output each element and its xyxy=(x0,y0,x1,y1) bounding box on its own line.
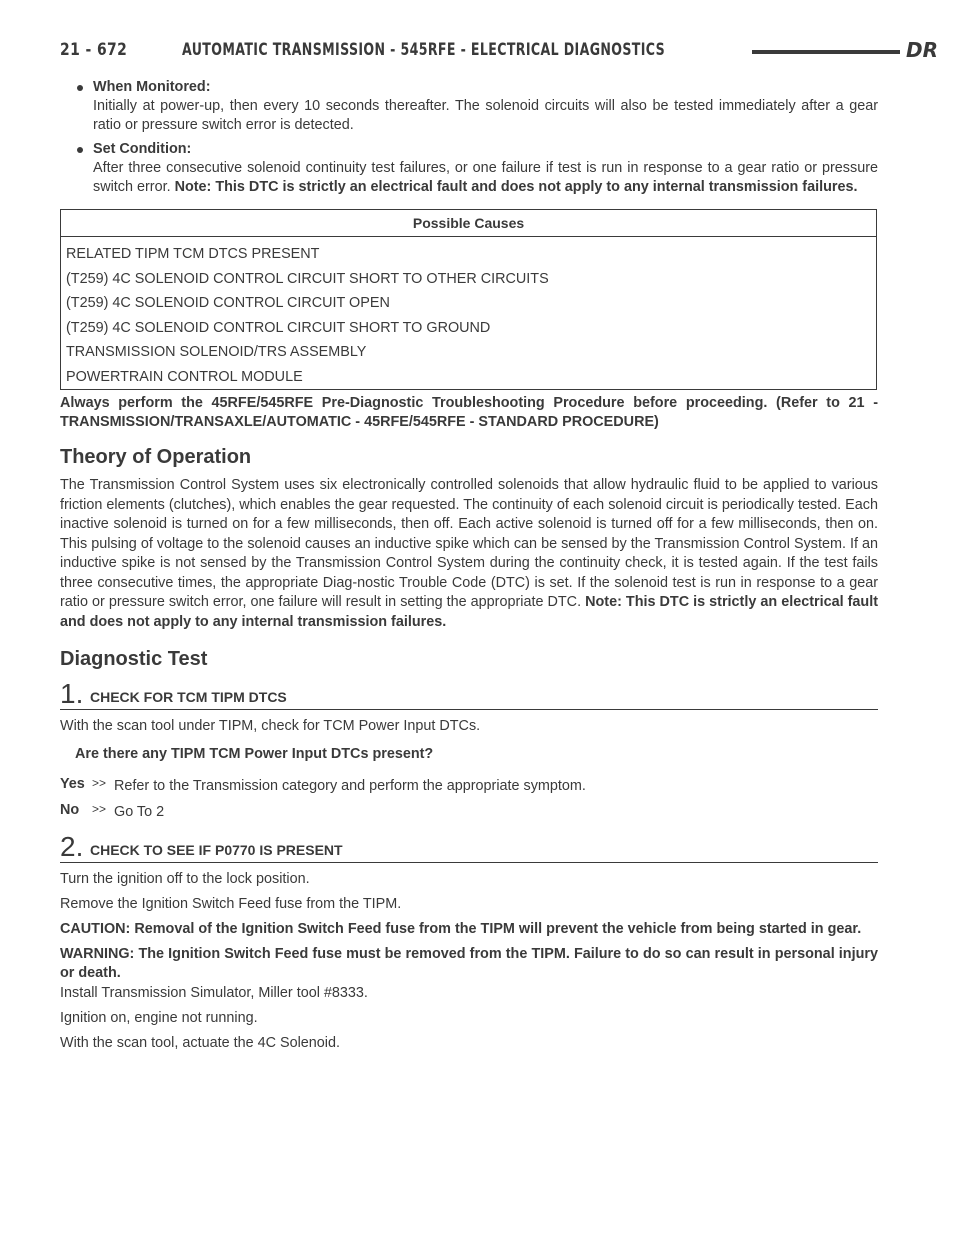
cause-item: (T259) 4C SOLENOID CONTROL CIRCUIT SHORT TO OTHER CIRCUITS xyxy=(66,270,549,287)
theory-note: Note: This DTC is strictly an electrical fault and does not apply to any internal transmission failures. xyxy=(60,594,879,630)
step-title: CHECK FOR TCM TIPM DTCS xyxy=(90,689,287,705)
brand-code: DR xyxy=(906,38,939,62)
answer-yes xyxy=(60,776,878,794)
bullet-text: After three consecutive solenoid continuity test failures, or one failure if test is run in response to a gear ratio or pressure switch error. xyxy=(93,160,878,195)
step-2-line: Ignition on, engine not running. xyxy=(60,1010,258,1026)
bullet-when-monitored xyxy=(60,78,878,135)
always-perform-note: Always perform the 45RFE/545RFE Pre-Diagnostic Troubleshooting Procedure before proceeding. (Refer to 21 - TRANSMISSION/TRANSAXLE/AUTOMATIC - 45RFE/545RFE - STANDARD PROCEDURE) xyxy=(60,395,878,430)
step-number: 1. xyxy=(60,678,84,709)
diagnostic-heading: Diagnostic Test xyxy=(60,648,208,670)
warning-note: WARNING: The Ignition Switch Feed fuse must be removed from the TIPM. Failure to do so can result in personal injury or death. xyxy=(60,946,878,981)
answer-text: Go To 2 xyxy=(114,804,165,820)
arrow-icon: >> xyxy=(92,776,107,790)
step-title: CHECK TO SEE IF P0770 IS PRESENT xyxy=(90,842,343,858)
answer-text: Refer to the Transmission category and perform the appropriate symptom. xyxy=(114,778,586,794)
header-rule xyxy=(752,50,900,54)
answer-label: No xyxy=(60,802,80,818)
possible-causes-header: Possible Causes xyxy=(61,210,877,237)
bullet-icon xyxy=(77,85,83,91)
step-1-header xyxy=(60,679,878,710)
section-title: AUTOMATIC TRANSMISSION - 545RFE - ELECTRICAL DIAGNOSTICS xyxy=(182,40,666,60)
step-1-question: Are there any TIPM TCM Power Input DTCs present? xyxy=(75,746,434,762)
answer-no xyxy=(60,802,878,820)
page-content xyxy=(60,78,878,1053)
theory-text: The Transmission Control System uses six electronically controlled solenoids that allow hydraulic fluid to be applied to various friction elements (clutches), which enables the gear requested. The continuity of each solenoid circuit is periodically tested. Each inactive solenoid is turned on for a few milliseconds, then off. Each active solenoid is turned off for a few milliseconds, then on. This pulsing of voltage to the solenoid causes an inductive spike which can be sensed by the Transmission Control System. If an inductive spike is not sensed by the Transmission Control System during the continuity check, it is tested again. If the test fails three consecutive times, the appropriate Diag-nostic Trouble Code (DTC) is set. If the solenoid test is run in response to a gear ratio or pressure switch error, one failure will result in setting the appropriate DTC. xyxy=(60,477,878,610)
cause-item: TRANSMISSION SOLENOID/TRS ASSEMBLY xyxy=(66,344,367,360)
possible-causes-table xyxy=(60,209,877,390)
cause-item: (T259) 4C SOLENOID CONTROL CIRCUIT SHORT TO GROUND xyxy=(66,319,491,336)
cause-item: (T259) 4C SOLENOID CONTROL CIRCUIT OPEN xyxy=(66,295,390,311)
step-2-line: Turn the ignition off to the lock position. xyxy=(60,871,310,887)
cause-item: POWERTRAIN CONTROL MODULE xyxy=(66,368,303,385)
bullet-label: Set Condition: xyxy=(93,141,192,157)
step-2-line: Install Transmission Simulator, Miller tool #8333. xyxy=(60,985,368,1001)
bullet-icon xyxy=(77,147,83,153)
answer-label: Yes xyxy=(60,776,85,792)
step-2-line: With the scan tool, actuate the 4C Solenoid. xyxy=(60,1035,340,1051)
theory-paragraph xyxy=(60,476,878,632)
page-header xyxy=(60,38,939,66)
cause-item: RELATED TIPM TCM DTCS PRESENT xyxy=(66,246,320,262)
step-2-header xyxy=(60,832,878,863)
bullet-note: Note: This DTC is strictly an electrical fault and does not apply to any internal transmission failures. xyxy=(174,179,858,195)
arrow-icon: >> xyxy=(92,802,107,816)
step-1-text: With the scan tool under TIPM, check for TCM Power Input DTCs. xyxy=(60,718,481,734)
bullet-set-condition xyxy=(60,140,878,197)
bullet-text: Initially at power-up, then every 10 seconds thereafter. The solenoid circuits will also be tested immediately after a gear ratio or pressure switch error is detected. xyxy=(93,98,878,133)
step-number: 2. xyxy=(60,831,84,862)
step-2-line: Remove the Ignition Switch Feed fuse from the TIPM. xyxy=(60,896,402,912)
theory-heading: Theory of Operation xyxy=(60,446,252,468)
caution-note: CAUTION: Removal of the Ignition Switch Feed fuse from the TIPM will prevent the vehicle from being started in gear. xyxy=(60,921,862,937)
page-number: 21 - 672 xyxy=(60,40,128,60)
bullet-label: When Monitored: xyxy=(93,79,211,95)
